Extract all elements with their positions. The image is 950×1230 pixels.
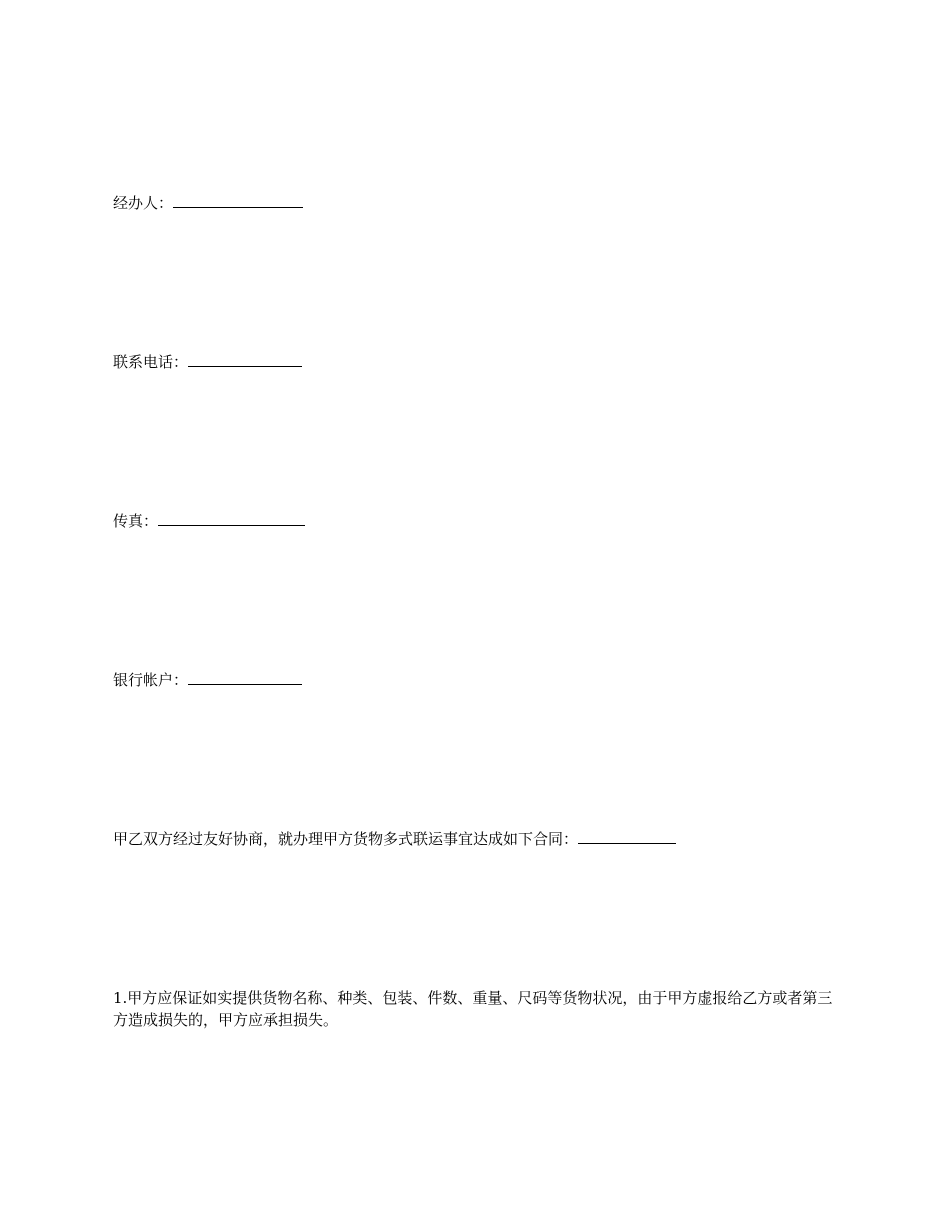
intro-line: [113, 828, 676, 850]
clause-1-text: 1.甲方应保证如实提供货物名称、种类、包装、件数、重量、尺码等货物状况，由于甲方虚报给乙方或者第三方造成损失的，甲方应承担损失。: [113, 989, 833, 1029]
bank-account-blank: [188, 669, 302, 685]
intro-blank: [578, 828, 676, 844]
phone-line: [113, 351, 302, 373]
bank-account-label: 银行帐户：: [113, 671, 189, 689]
fax-label: 传真：: [113, 512, 159, 530]
clause-1: [113, 987, 838, 1031]
handler-label: 经办人：: [113, 194, 174, 212]
handler-blank: [173, 192, 303, 208]
bank-account-line: [113, 669, 302, 691]
phone-label: 联系电话：: [113, 353, 189, 371]
intro-text: 甲乙双方经过友好协商，就办理甲方货物多式联运事宜达成如下合同：: [113, 830, 579, 848]
handler-line: [113, 192, 303, 214]
phone-blank: [188, 351, 302, 367]
fax-blank: [158, 510, 305, 526]
fax-line: [113, 510, 305, 532]
